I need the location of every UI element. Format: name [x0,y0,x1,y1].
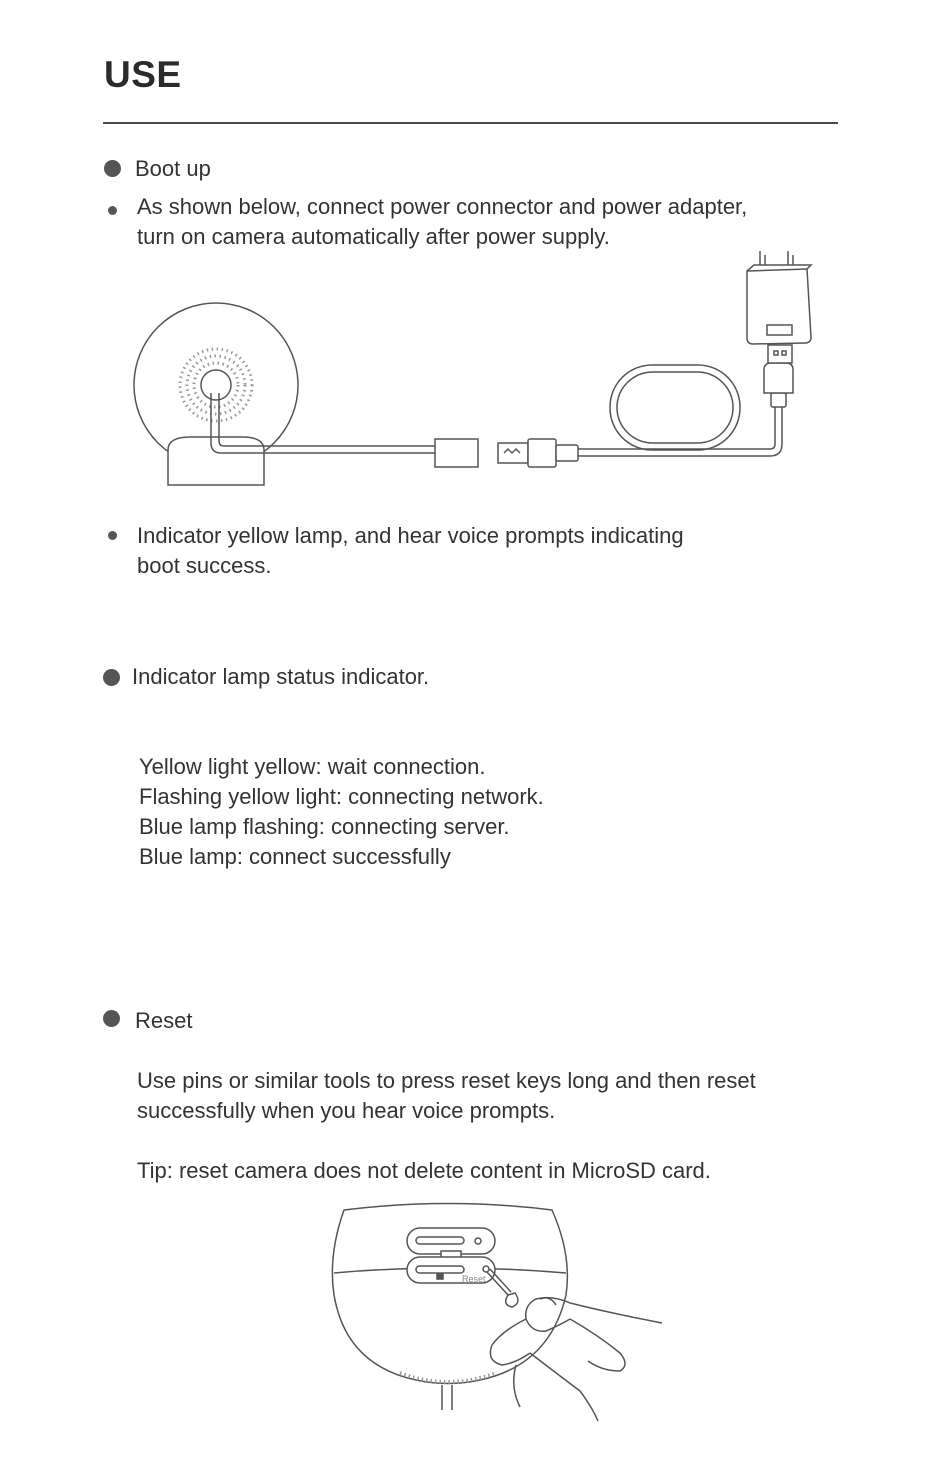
power-connection-illustration [120,245,820,495]
reset-diagram-label: Reset [462,1274,486,1284]
reset-desc-line1: Use pins or similar tools to press reset keys long and then reset [137,1068,756,1093]
title-divider [103,122,838,124]
boot-step1-line1: As shown below, connect power connector and power adapter, [137,194,748,219]
boot-step1-line2: turn on camera automatically after power supply. [137,224,610,249]
bullet-icon [108,206,117,215]
reset-illustration [330,1195,670,1425]
reset-tip: Tip: reset camera does not delete content in MicroSD card. [137,1158,711,1183]
indicator-heading: Indicator lamp status indicator. [132,664,430,689]
bullet-icon [104,160,121,177]
boot-up-heading: Boot up [135,156,211,181]
boot-step2-line2: boot success. [137,553,272,578]
indicator-status-item: Blue lamp flashing: connecting server. [139,814,510,839]
bullet-icon [103,669,120,686]
page-title: USE [104,54,182,95]
bullet-icon [108,531,117,540]
bullet-icon [103,1010,120,1027]
reset-desc-line2: successfully when you hear voice prompts. [137,1098,556,1123]
reset-heading: Reset [135,1008,193,1033]
indicator-status-item: Blue lamp: connect successfully [139,844,451,869]
boot-step2-line1: Indicator yellow lamp, and hear voice prompts indicating [137,523,684,548]
indicator-status-item: Yellow light yellow: wait connection. [139,754,486,779]
indicator-status-item: Flashing yellow light: connecting network. [139,784,544,809]
